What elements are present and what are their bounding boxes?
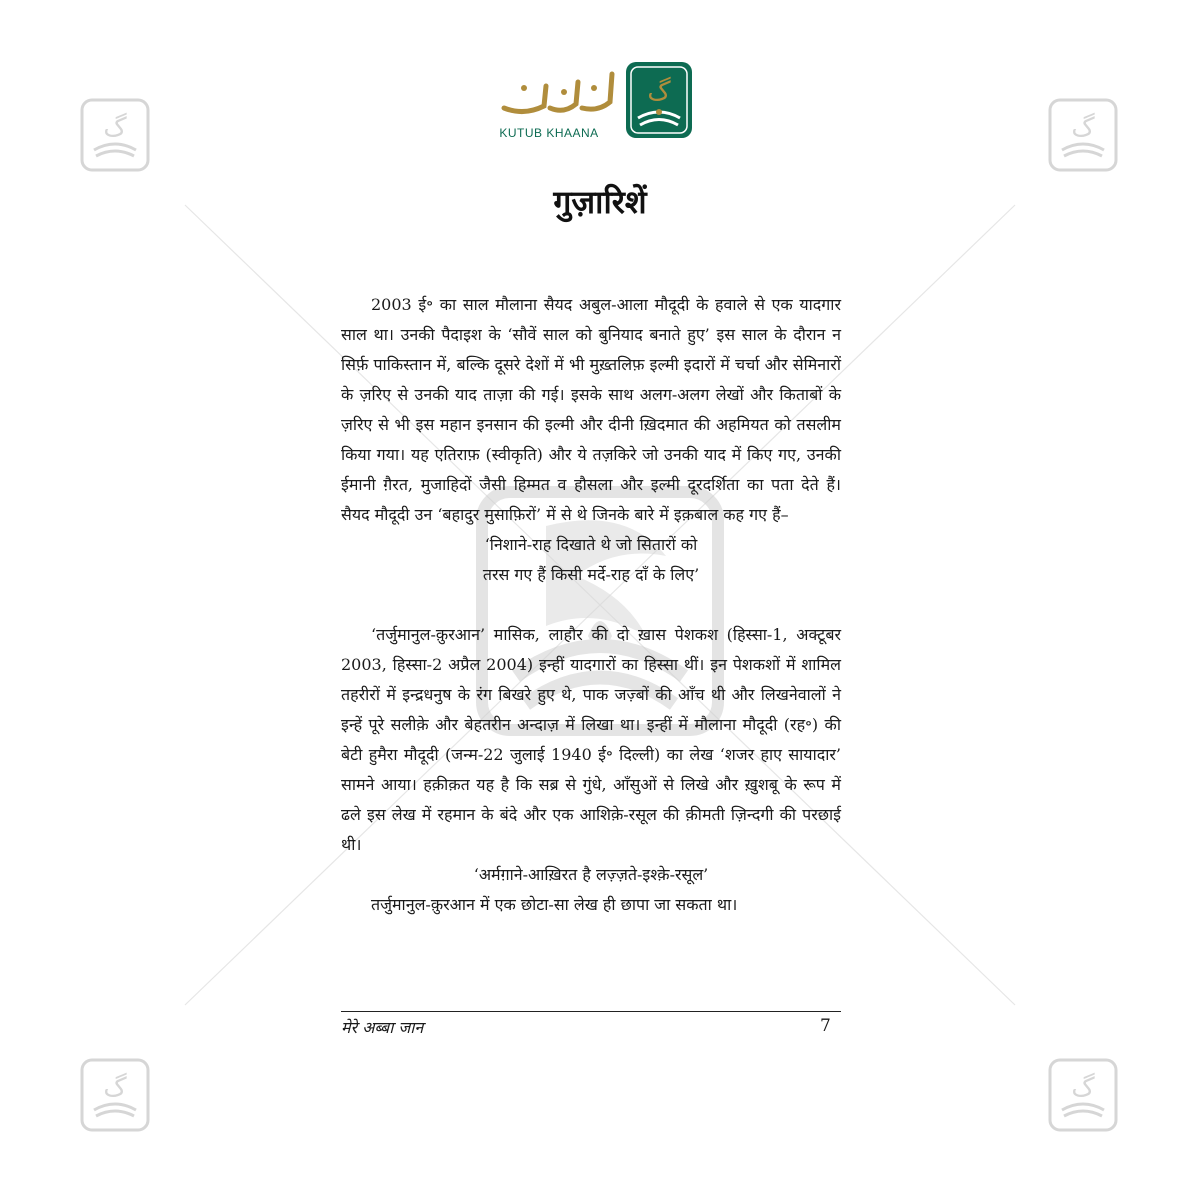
body-text (341, 290, 841, 920)
paragraph: 2003 ई॰ का साल मौलाना सैयद अबुल-आला मौदूदी के हवाले से एक यादगार साल था। उनकी पैदाइश के ‘सौवें साल को बुनियाद बनाते हुए’ इस साल के दौरान न सिर्फ़ पाकिस्तान में, बल्कि दूसरे देशों में भी मुख़्तलिफ़ इल्मी इदारों में चर्चा और सेमिनारों के ज़रिए से उनकी याद ताज़ा की गई। इसके साथ अलग-अलग लेखों और किताबों के ज़रिए से भी इस महान इनसान की इल्मी और दीनी ख़िदमात की अहमियत को तसलीम किया गया। यह एतिराफ़ (स्वीकृति) और ये तज़किरे जो उनकी याद में किए गए, उनकी ईमानी ग़ैरत, मुजाहिदों जैसी हिम्मत व हौसला और इल्मी दूरदर्शिता का पता देते हैं। सैयद मौदूदी उन ‘बहादुर मुसाफ़िरों’ में से थे जिनके बारे में इक़बाल कह गए हैं– (341, 295, 841, 524)
svg-text:گ: گ (1071, 113, 1095, 143)
svg-text:گ: گ (1071, 1073, 1095, 1103)
footer-divider (341, 1011, 841, 1012)
verse-line: तरस गए हैं किसी मर्दे-राह दाँ के लिए’ (482, 565, 700, 584)
svg-text:گ: گ (103, 113, 127, 143)
verse-line: ‘अर्मग़ाने-आख़िरत है लज़्ज़ते-इश्क़े-रसूल’ (473, 865, 709, 884)
verse-line: ‘निशाने-राह दिखाते थे जो सितारों को (484, 535, 698, 554)
paragraph: तर्जुमानुल-क़ुरआन में एक छोटा-सा लेख ही छापा जा सकता था। (371, 895, 738, 914)
watermark-badge-icon (80, 98, 150, 172)
logo-brand-text: KUTUB KHAANA (499, 126, 599, 140)
kutub-khaana-badge-icon (624, 60, 694, 140)
svg-text:گ: گ (647, 77, 671, 107)
footer-book-title: मेरे अब्बा जान (341, 1018, 424, 1037)
logo-urdu-wordmark (494, 68, 620, 122)
watermark-badge-icon (1048, 1058, 1118, 1132)
watermark-badge-icon (80, 1058, 150, 1132)
page-title: गुज़ारिशें (553, 183, 647, 221)
watermark-badge-icon (1048, 98, 1118, 172)
paragraph: ‘तर्जुमानुल-क़ुरआन’ मासिक, लाहौर की दो ख़ास पेशकश (हिस्सा-1, अक्टूबर 2003, हिस्सा-2 अप्रैल 2004) इन्हीं यादगारों का हिस्सा थीं। इन पेशकशों में शामिल तहरीरों में इन्द्रधनुष के रंग बिखरे हुए थे, पाक जज़्बों की आँच थी और लिखनेवालों ने इन्हें पूरे सलीक़े और बेहतरीन अन्दाज़ में लिखा था। इन्हीं में मौलाना मौदूदी (रह॰) की बेटी हुमैरा मौदूदी (जन्म-22 जुलाई 1940 ई॰ दिल्ली) का लेख ‘शजर हाए सायादार’ सामने आया। हक़ीक़त यह है कि सब्र से गुंधे, आँसुओं से लिखे और ख़ुशबू के रूप में ढले इस लेख में रहमान के बंदे और एक आशिक़े-रसूल की क़ीमती ज़िन्दगी की परछाई थी। (341, 625, 841, 854)
svg-text:گ: گ (103, 1073, 127, 1103)
kutub-khaana-logo (470, 56, 700, 146)
paragraph-gap (341, 590, 841, 620)
page-number: 7 (820, 1016, 831, 1036)
